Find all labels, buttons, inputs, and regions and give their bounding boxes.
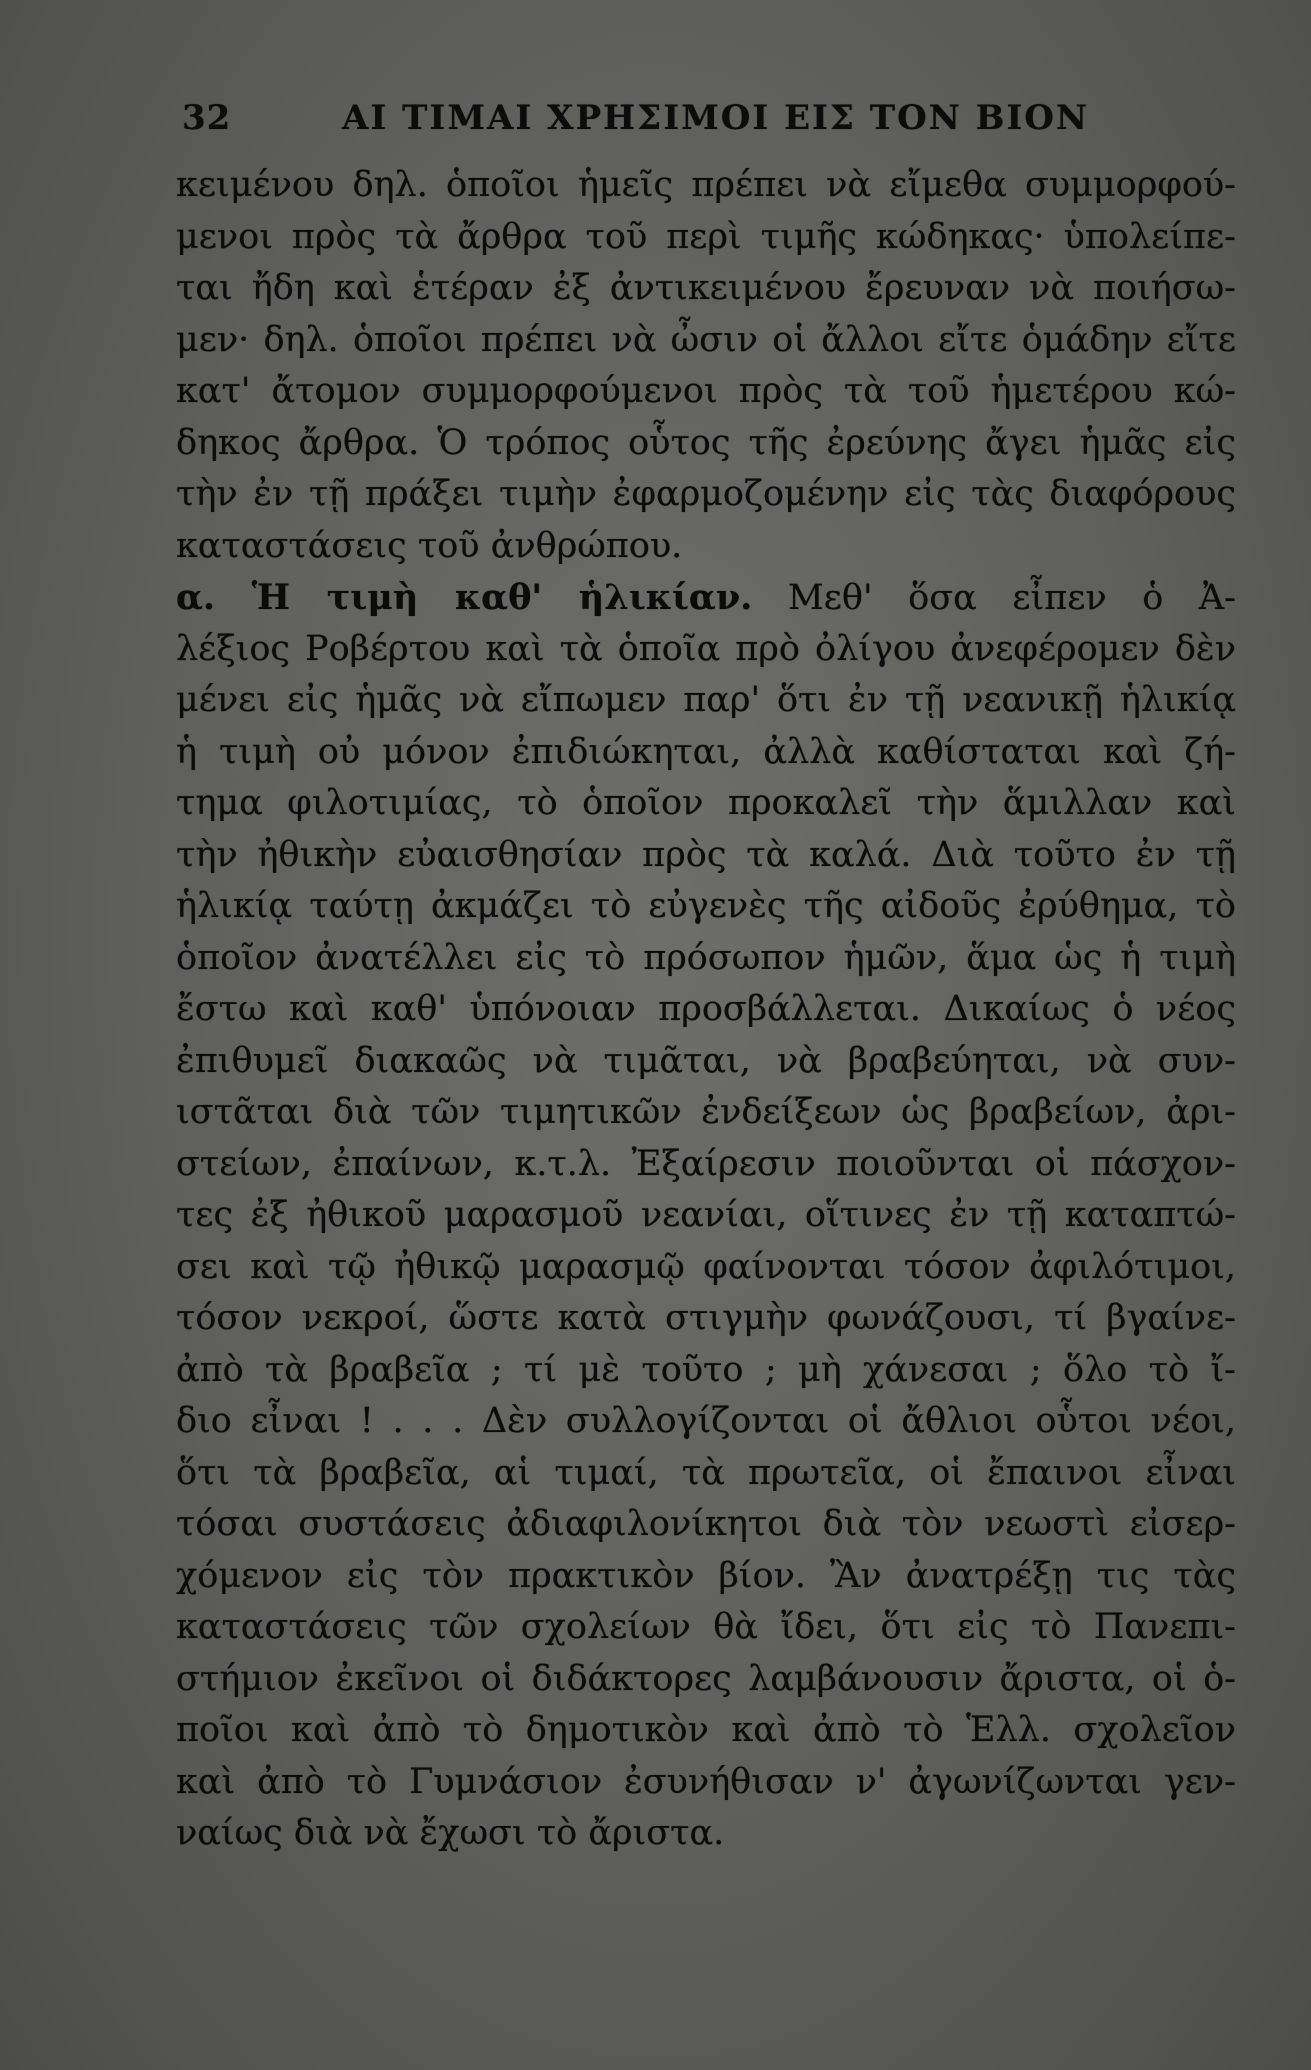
section-heading: α. Ἡ τιμὴ καθ' ἡλικίαν. xyxy=(176,577,753,618)
text-line: μενοι πρὸς τὰ ἄρθρα τοῦ περὶ τιμῆς κώδηκας· ὑπολείπε- xyxy=(176,216,1236,257)
text-line: μεν· δηλ. ὁποῖοι πρέπει νὰ ὦσιν οἱ ἄλλοι εἴτε ὁμάδην εἴτε xyxy=(176,319,1236,360)
text-line: λέξιος Ροβέρτου καὶ τὰ ὁποῖα πρὸ ὀλίγου ἀνεφέρομεν δὲν xyxy=(176,628,1236,669)
text-line: κειμένου δηλ. ὁποῖοι ἡμεῖς πρέπει νὰ εἴμεθα συμμορφού- xyxy=(176,165,1236,205)
text-line: ἡλικίᾳ ταύτῃ ἀκμάζει τὸ εὐγενὲς τῆς αἰδοῦς ἐρύθημα, τὸ xyxy=(176,886,1236,926)
text-line: ἔστω καὶ καθ' ὑπόνοιαν προσβάλλεται. Δικαίως ὁ νέος xyxy=(176,989,1236,1029)
text-line: ἐπιθυμεῖ διακαῶς νὰ τιμᾶται, νὰ βραβεύηται, νὰ συν- xyxy=(176,1040,1236,1081)
text-line: τόσον νεκροί, ὥστε κατὰ στιγμὴν φωνάζουσι, τί βγαίνε- xyxy=(176,1298,1236,1338)
text-line: δηκος ἄρθρα. Ὁ τρόπος οὗτος τῆς ἐρεύνης ἄγει ἡμᾶς εἰς xyxy=(176,422,1236,463)
text-line: διο εἶναι ! . . . Δὲν συλλογίζονται οἱ ἄθλιοι οὗτοι νέοι, xyxy=(176,1401,1236,1441)
text-line: καὶ ἀπὸ τὸ Γυμνάσιον ἐσυνήθισαν ν' ἀγωνίζωνται γεν- xyxy=(176,1761,1236,1802)
text-line: ἡ τιμὴ οὐ μόνον ἐπιδιώκηται, ἀλλὰ καθίσταται καὶ ζή- xyxy=(176,731,1236,772)
section-first-line-text: Μεθ' ὅσα εἶπεν ὁ Ἀ- xyxy=(787,578,1236,618)
text-line: στήμιον ἐκεῖνοι οἱ διδάκτορες λαμβάνουσιν ἄριστα, οἱ ὁ- xyxy=(176,1658,1236,1699)
text-line: χόμενον εἰς τὸν πρακτικὸν βίον. Ἂν ἀνατρέξῃ τις τὰς xyxy=(176,1555,1236,1596)
running-title: ΑΙ ΤΙΜΑΙ ΧΡΗΣΙΜΟΙ ΕΙΣ ΤΟΝ ΒΙΟΝ xyxy=(342,98,1089,138)
text-line: ναίως διὰ νὰ ἔχωσι τὸ ἄριστα. xyxy=(176,1813,725,1853)
page-number: 32 xyxy=(182,98,232,138)
text-line: σει καὶ τῷ ἠθικῷ μαρασμῷ φαίνονται τόσον ἀφιλότιμοι, xyxy=(176,1246,1236,1287)
text-line: τες ἐξ ἠθικοῦ μαρασμοῦ νεανίαι, οἵτινες ἐν τῇ καταπτώ- xyxy=(176,1195,1236,1235)
text-line: καταστάσεις τοῦ ἀνθρώπου. xyxy=(176,525,683,566)
text-line: ιστᾶται διὰ τῶν τιμητικῶν ἐνδείξεων ὡς βραβείων, ἀρι- xyxy=(176,1092,1236,1132)
text-line: ποῖοι καὶ ἀπὸ τὸ δημοτικὸν καὶ ἀπὸ τὸ Ἑλλ. σχολεῖον xyxy=(176,1710,1236,1750)
text-line: κατ' ἄτομον συμμορφούμενοι πρὸς τὰ τοῦ ἡμετέρου κώ- xyxy=(176,371,1236,411)
section-first-line xyxy=(176,572,1236,624)
body-text xyxy=(176,160,1236,1860)
text-line: μένει εἰς ἡμᾶς νὰ εἴπωμεν παρ' ὅτι ἐν τῇ νεανικῇ ἡλικίᾳ xyxy=(176,680,1236,720)
text-line: στείων, ἐπαίνων, κ.τ.λ. Ἐξαίρεσιν ποιοῦνται οἱ πάσχον- xyxy=(176,1143,1236,1184)
page-header xyxy=(182,92,1089,142)
text-line: τὴν ἐν τῇ πράξει τιμὴν ἐφαρμοζομένην εἰς τὰς διαφόρους xyxy=(176,474,1236,514)
text-line: ὅτι τὰ βραβεῖα, αἱ τιμαί, τὰ πρωτεῖα, οἱ ἔπαινοι εἶναι xyxy=(176,1452,1236,1493)
text-line: ται ἤδη καὶ ἑτέραν ἐξ ἀντικειμένου ἔρευναν νὰ ποιήσω- xyxy=(176,268,1236,308)
text-line: καταστάσεις τῶν σχολείων θὰ ἴδει, ὅτι εἰς τὸ Πανεπι- xyxy=(176,1607,1236,1647)
text-line: ἀπὸ τὰ βραβεῖα ; τί μὲ τοῦτο ; μὴ χάνεσαι ; ὅλο τὸ ἴ- xyxy=(176,1349,1236,1390)
text-line: τὴν ἠθικὴν εὐαισθησίαν πρὸς τὰ καλά. Διὰ τοῦτο ἐν τῇ xyxy=(176,834,1236,875)
text-line: τημα φιλοτιμίας, τὸ ὁποῖον προκαλεῖ τὴν ἅμιλλαν καὶ xyxy=(176,783,1236,823)
text-line: ὁποῖον ἀνατέλλει εἰς τὸ πρόσωπον ἡμῶν, ἅμα ὡς ἡ τιμὴ xyxy=(176,937,1236,978)
text-line: τόσαι συστάσεις ἀδιαφιλονίκητοι διὰ τὸν νεωστὶ εἰσερ- xyxy=(176,1504,1236,1544)
